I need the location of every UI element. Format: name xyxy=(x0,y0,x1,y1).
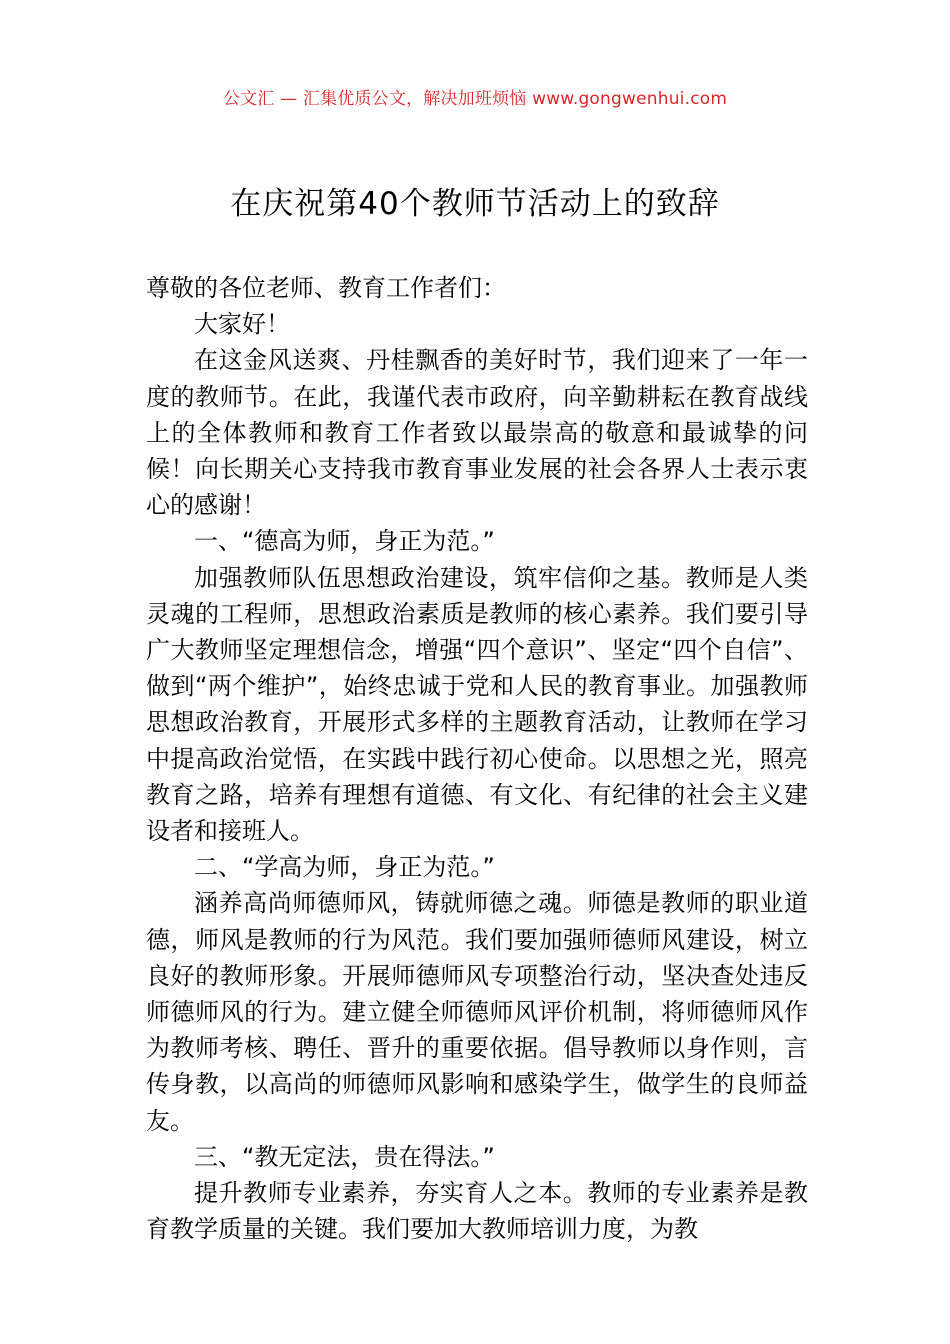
salutation: 尊敬的各位老师、教育工作者们： xyxy=(146,274,506,302)
section-heading-2: 二、“学高为师，身正为范。” xyxy=(194,853,495,882)
document-body xyxy=(146,270,808,1247)
greeting: 大家好！ xyxy=(194,310,290,339)
section-heading-3: 三、“教无定法，贵在得法。” xyxy=(194,1142,495,1171)
section-heading-1: 一、“德高为师，身正为范。” xyxy=(194,527,495,556)
paragraph-section-1: 加强教师队伍思想政治建设，筑牢信仰之基。教师是人类灵魂的工程师，思想政治素质是教师的核心素养。我们要引导广大教师坚定理想信念，增强“四个意识”、坚定“四个自信”、做到“两个维护”，始终忠诚于党和人民的教育事业。加强教师思想政治教育，开展形式多样的主题教育活动，让教师在学习中提高政治觉悟，在实践中践行初心使命。以思想之光，照亮教育之路，培养有理想有道德、有文化、有纪律的社会主义建设者和接班人。 xyxy=(146,563,808,846)
paragraph-intro: 在这金风送爽、丹桂飘香的美好时节，我们迎来了一年一度的教师节。在此，我谨代表市政府，向辛勤耕耘在教育战线上的全体教师和教育工作者致以最崇高的敬意和最诚挚的问候！向长期关心支持我市教育事业发展的社会各界人士表示衷心的感谢！ xyxy=(146,346,808,520)
header-banner: 公文汇 — 汇集优质公文，解决加班烦恼 www.gongwenhui.com xyxy=(222,89,728,109)
document-title: 在庆祝第40个教师节活动上的致辞 xyxy=(230,186,720,222)
paragraph-section-3: 提升教师专业素养，夯实育人之本。教师的专业素养是教育教学质量的关键。我们要加大教师培训力度，为教 xyxy=(146,1179,808,1244)
paragraph-section-2: 涵养高尚师德师风，铸就师德之魂。师德是教师的职业道德，师风是教师的行为风范。我们要加强师德师风建设，树立良好的教师形象。开展师德师风专项整治行动，坚决查处违反师德师风的行为。建立健全师德师风评价机制，将师德师风作为教师考核、聘任、晋升的重要依据。倡导教师以身作则，言传身教，以高尚的师德师风影响和感染学生，做学生的良师益友。 xyxy=(146,889,808,1135)
